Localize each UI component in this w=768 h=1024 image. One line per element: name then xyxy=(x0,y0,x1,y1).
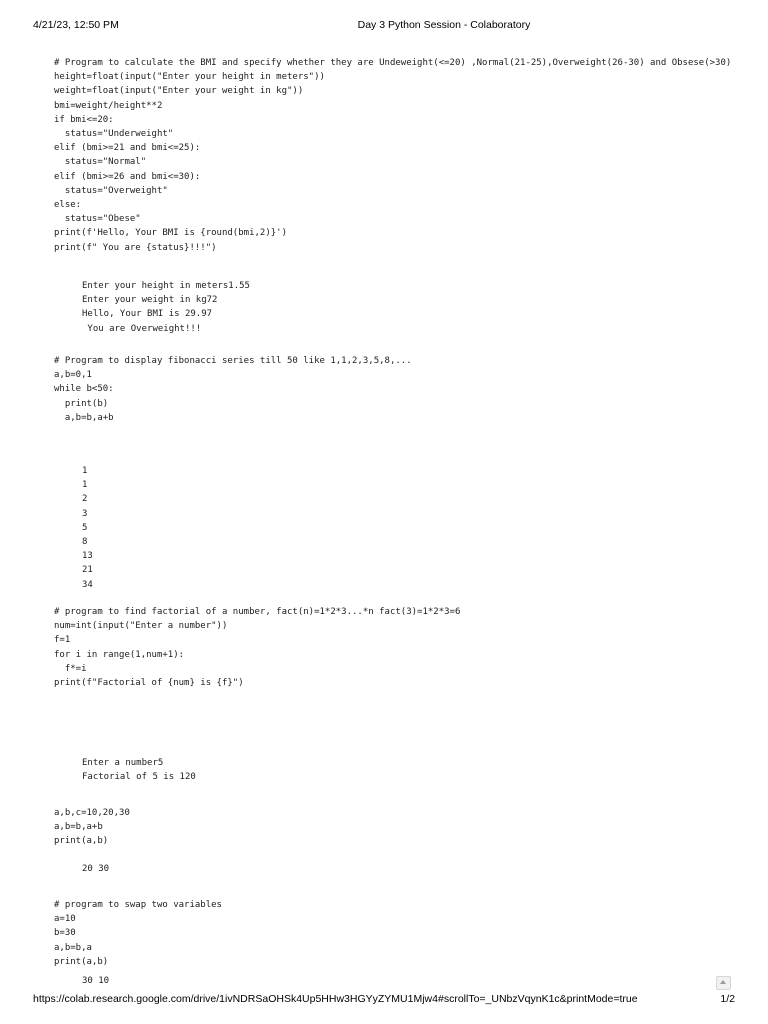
code-cell-multiple-assignment: a,b,c=10,20,30 a,b=b,a+b print(a,b) xyxy=(54,808,130,847)
cell-output-swap: 30 10 xyxy=(82,976,110,985)
print-footer xyxy=(0,985,768,1024)
code-cell-source: # Program to calculate the BMI and specify whether they are Undeweight(<=20) ,Normal(21-25),Overweight(26-30) and Obsese(>30) height=float(input("Enter your height in meters")) weight=float(input("Enter your weight in kg")) bmi=weight/height**2 if bmi<=20: status="Underweight" elif (bmi>=21 and bmi<=25): status="Normal" elif (bmi>=26 and bmi<=30): status="Overweight" else: status="Obese" print(f'Hello, Your BMI is {round(bmi,2)}') print(f" You are {status}!!!") xyxy=(54,58,732,253)
code-cell-bmi xyxy=(54,56,768,255)
print-date: 4/21/23, 12:50 PM xyxy=(33,19,119,31)
code-cell-fibonacci: # Program to display fibonacci series till 50 like 1,1,2,3,5,8,... a,b=0,1 while b<50: print(b) a,b=b,a+b xyxy=(54,356,412,423)
cell-output-multiple-assignment: 20 30 xyxy=(82,864,110,874)
page-number: 1/2 xyxy=(720,993,735,1005)
cell-output-factorial: Enter a number5 Factorial of 5 is 120 xyxy=(82,758,196,783)
code-cell-factorial: # program to find factorial of a number, fact(n)=1*2*3...*n fact(3)=1*2*3=6 num=int(input("Enter a number")) f=1 for i in range(1,num+1): f*=i print(f"Factorial of {num} is {f}") xyxy=(54,607,461,689)
notebook-title: Day 3 Python Session - Colaboratory xyxy=(357,19,531,31)
cell-output-bmi: Enter your height in meters1.55 Enter your weight in kg72 Hello, Your BMI is 29.97 You are Overweight!!! xyxy=(82,281,250,334)
page-url: https://colab.research.google.com/drive/1ivNDRSaOHSk4Up5HHw3HGYyZYMU1Mjw4#scrollTo=_UNbzVqynK1c&printMode=true xyxy=(33,993,638,1005)
cell-output-fibonacci: 1 1 2 3 5 8 13 21 34 xyxy=(82,466,93,590)
code-cell-swap: # program to swap two variables a=10 b=30 a,b=b,a print(a,b) xyxy=(54,900,222,967)
